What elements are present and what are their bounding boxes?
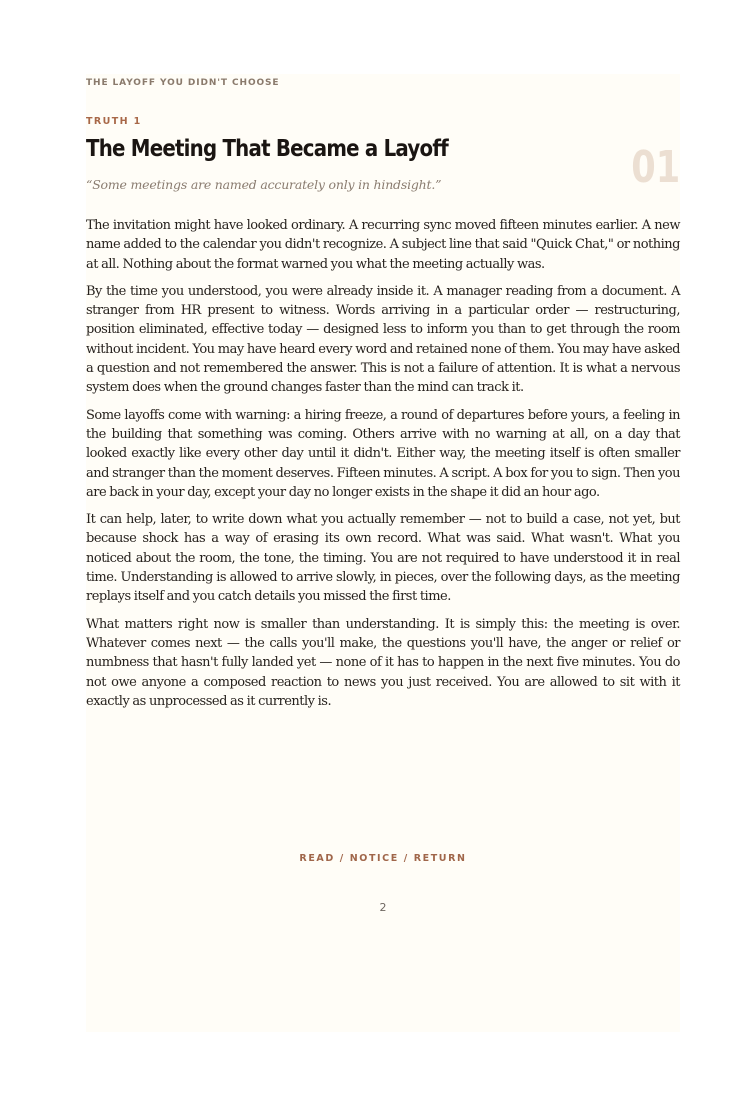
chapter-label: TRUTH 1 [86, 116, 142, 127]
paragraph: It can help, later, to write down what you actually remember — not to build a case, not yet, but because shock has a way of erasing its own record. What was said. What wasn't. What you noticed about the room, the tone, the timing. You are not required to have understood it in real time. Understanding is allowed to arrive slowly, in pieces, over the following days, as the meeting replays itself and you catch details you missed the first time. [86, 512, 680, 605]
epigraph: “Some meetings are named accurately only in hindsight.” [86, 177, 442, 192]
paragraph: Some layoffs come with warning: a hiring freeze, a round of departures before yours, a feeling in the building that something was coming. Others arrive with no warning at all, on a day that looked exactly like every other day until it didn't. Either way, the meeting itself is often smaller and stranger than the moment deserves. Fifteen minutes. A script. A box for you to sign. Then you are back in your day, except your day no longer exists in the shape it did an hour ago. [86, 407, 680, 500]
paragraph: What matters right now is smaller than understanding. It is simply this: the meeting is over. Whatever comes next — the calls you'll make, the questions you'll have, the anger or relief or numbness that hasn't fully landed yet — none of it has to happen in the next five minutes. You do not owe anyone a composed reaction to news you just received. You are allowed to sit with it exactly as unprocessed as it currently is. [86, 616, 680, 709]
paragraph: By the time you understood, you were already inside it. A manager reading from a document. A stranger from HR present to witness. Words arriving in a particular order — restructuring, position eliminated, effective today — designed less to inform you than to get through the room without incident. You may have heard every word and retained none of them. You may have asked a question and not remembered the answer. This is not a failure of attention. It is what a nervous system does when the ground changes faster than the mind can track it. [86, 283, 680, 396]
page-number: 2 [379, 901, 387, 914]
running-head: THE LAYOFF YOU DIDN'T CHOOSE [86, 78, 280, 88]
chapter-title: The Meeting That Became a Layoff [86, 136, 449, 162]
paragraph: The invitation might have looked ordinary. A recurring sync moved fifteen minutes earlier. A new name added to the calendar you didn't recognize. A subject line that said "Quick Chat," or nothing at all. Nothing about the format warned you what the meeting actually was. [86, 218, 680, 272]
body-text [86, 216, 680, 719]
footer-nav: READ / NOTICE / RETURN [299, 853, 467, 864]
chapter-number: 01 [631, 142, 680, 193]
